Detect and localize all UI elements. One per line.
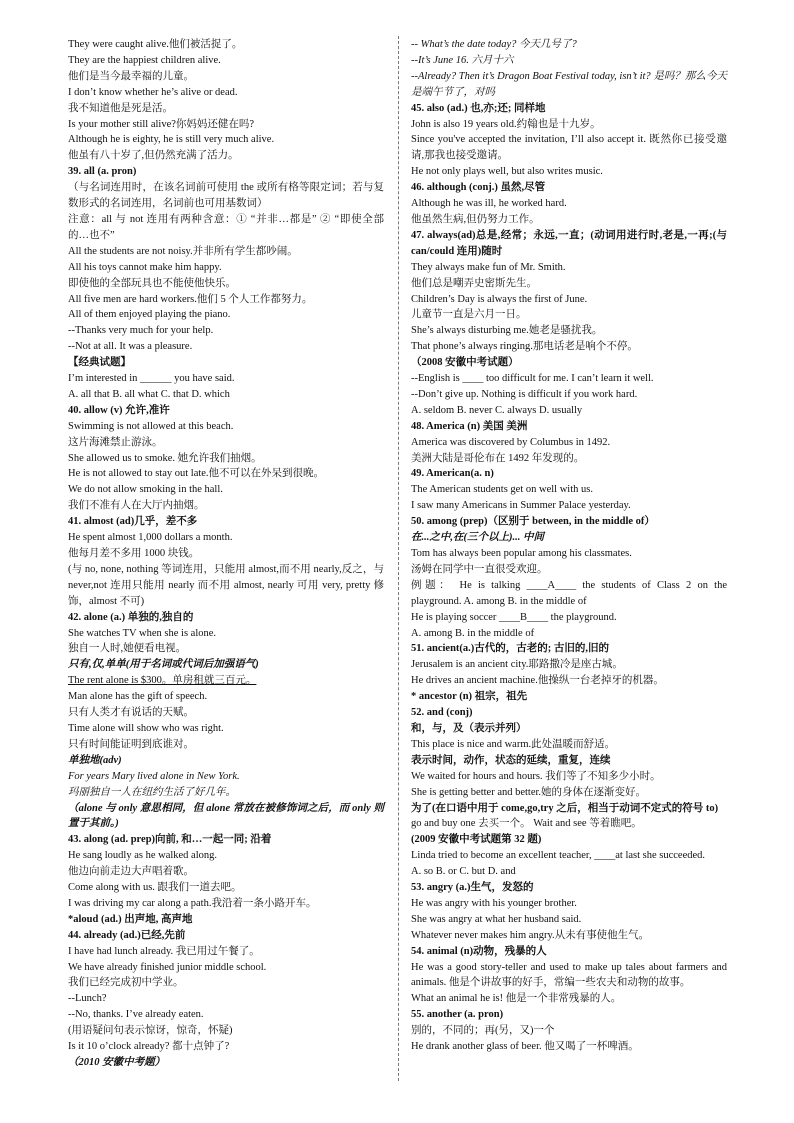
text-line: A. all that B. all what C. that D. which [68,388,230,400]
text-line: John is also 19 years old.约翰也是十九岁。 [411,118,601,130]
text-line: --Lunch? [68,993,107,1005]
text-line: 为了(在口语中用于 come,go,try 之后，相当于动词不定式的符号 to) [411,802,719,814]
text-line: This place is nice and warm.此处温暖而舒适。 [411,738,616,750]
text-line: She allowed us to smoke. 她允许我们抽烟。 [68,452,262,464]
text-line: I’m interested in ______ you have said. [68,373,235,385]
text-line: She’s always disturbing me.她老是骚扰我。 [411,325,603,337]
text-line: That phone’s always ringing.那电话老是响个不停。 [411,341,638,353]
text-line: Although he was ill, he worked hard. [411,198,567,210]
text-line: Time alone will show who was right. [68,722,224,734]
text-line: We do not allow smoking in the hall. [68,484,223,496]
text-line: 注意：all 与 not 连用有两种含意：① “并非…都是” ② “即使全部的…也不” [68,213,384,241]
text-line: What an animal he is! 他是一个非常残暴的人。 [411,993,622,1005]
text-line: Swimming is not allowed at this beach. [68,420,234,432]
text-line: He is playing soccer ____B____ the playground. [411,611,617,623]
text-line: 玛丽独自一人在纽约生活了好几年。 [68,786,236,798]
text-line: 40. allow (v) 允许,准许 [68,404,170,416]
text-line: * ancestor (n) 祖宗，祖先 [411,691,528,703]
text-line: He sang loudly as he walked along. [68,850,218,862]
text-line: She was angry at what her husband said. [411,913,582,925]
right-column [411,37,727,1055]
text-line: 和，与，及（表示并列） [411,722,527,734]
text-line: 54. animal (n)动物，残暴的人 [411,945,547,957]
text-line: All of them enjoyed playing the piano. [68,309,231,321]
text-line: We waited for hours and hours. 我们等了不知多少小时。 [411,770,661,782]
text-line: They were caught alive.他们被活捉了。 [68,39,243,50]
text-line: *aloud (ad.) 出声地, 高声地 [68,913,193,925]
text-line: Jerusalem is an ancient city.耶路撒冷是座古城。 [411,659,623,671]
text-line: I saw many Americans in Summer Palace yesterday. [411,500,631,512]
text-line: He drives an ancient machine.他操纵一台老掉牙的机器。 [411,675,664,687]
text-line: --It’s June 16. 六月十六 [411,54,514,66]
text-line: All his toys cannot make him happy. [68,261,222,273]
text-line: 汤姆在同学中一直很受欢迎。 [411,563,548,575]
text-line: 只有人类才有说话的天赋。 [68,707,194,719]
text-line: --Already? Then it’s Dragon Boat Festival today, isn’t it? 是吗？那么今天是端午节了，对吗 [411,70,727,98]
text-line: She is getting better and better.她的身体在逐渐变好。 [411,786,647,798]
text-line: 49. American(a. n) [411,468,494,480]
text-line: 美洲大陆是哥伦布在 1492 年发现的。 [411,452,585,464]
text-line: A. among B. in the middle of [411,627,535,639]
text-line: She watches TV when she is alone. [68,627,217,639]
text-line: --Thanks very much for your help. [68,325,214,337]
text-line: He not only plays well, but also writes music. [411,166,603,178]
text-line: A. seldom B. never C. always D. usually [411,404,583,416]
text-line: We have already finished junior middle school. [68,961,267,973]
text-line: I was driving my car along a path.我沿着一条小路开车。 [68,897,317,909]
text-line: 他边向前走边大声唱着歌。 [68,866,194,878]
text-line: 51. ancient(a.)古代的，古老的; 古旧的,旧的 [411,643,610,655]
text-line: Children’s Day is always the first of June. [411,293,588,305]
text-line: （alone 与 only 意思相同，但 alone 常放在被修饰词之后，而 only 则置于其前。) [68,802,384,830]
text-line: --Not at all. It was a pleasure. [68,341,193,353]
text-line: 45. also (ad.) 也,亦;还; 同样地 [411,102,546,114]
text-line: 我不知道他是死是活。 [68,102,173,114]
text-line: (2009 安徽中考试题第 32 题) [411,834,542,846]
text-line: They are the happiest children alive. [68,54,221,66]
text-line: They always make fun of Mr. Smith. [411,261,566,273]
text-line: Is your mother still alive?你妈妈还健在吗? [68,118,255,130]
text-line: 43. along (ad. prep)向前, 和…一起一同; 沿着 [68,834,272,846]
text-line: 表示时间，动作，状态的延续，重复，连续 [411,754,611,766]
text-line: go and buy one 去买一个。 Wait and see 等着瞧吧。 [411,818,642,830]
text-line: 在...之中,在(三个以上)... 中间 [411,532,544,544]
text-line: 儿童节一直是六月一日。 [411,309,527,321]
text-line: 46. although (conj.) 虽然,尽管 [411,182,546,194]
text-line: 48. America (n) 美国 美洲 [411,420,528,432]
text-line: He is not allowed to stay out late.他不可以在外呆到很晚。 [68,468,325,480]
text-line: All the students are not noisy.并非所有学生都吵闹。 [68,245,298,257]
text-line: The rent alone is $300。单房租就三百元。 [68,675,257,687]
text-line: He spent almost 1,000 dollars a month. [68,532,233,544]
text-line: 他们是当今最幸福的儿童。 [68,70,194,82]
text-line: Although he is eighty, he is still very much alive. [68,134,275,146]
text-line: A. so B. or C. but D. and [411,866,516,878]
text-line: 他每月差不多用 1000 块钱。 [68,548,200,559]
text-line: 他们总是嘲弄史密斯先生。 [411,277,537,289]
text-line: 50. among (prep)（区别于 between, in the middle of） [411,516,655,528]
text-line: 我们已经完成初中学业。 [68,977,184,989]
text-line: --English is ____ too difficult for me. I can’t learn it well. [411,373,654,385]
text-line: 39. all (a. pron) [68,166,137,178]
text-line: For years Mary lived alone in New York. [68,770,240,782]
text-line: He was angry with his younger brother. [411,897,577,909]
text-line: Come along with us. 跟我们一道去吧。 [68,882,242,894]
text-line: --Don’t give up. Nothing is difficult if you work hard. [411,388,638,400]
text-line: 别的，不同的；再(另，又)一个 [411,1025,555,1037]
text-line: （与名词连用时，在该名词前可使用 the 或所有格等限定词；若与复数形式的名词连用，名词前也可用基数词） [68,182,384,210]
text-line: 47. always(ad)总是,经常；永远,一直；(动词用进行时,老是,一再;(与 can/could 连用)随时 [411,229,727,257]
text-line: 例题： He is talking ____A____ the students of Class 2 on the playground. A. among B. in the middle of [411,579,727,607]
text-line: 他虽有八十岁了,但仍然充满了活力。 [68,150,239,162]
text-line: 只有,仅,单单(用于名词或代词后加强语气) [68,659,259,671]
text-line: Tom has always been popular among his classmates. [411,548,632,559]
text-line: (用语疑问句表示惊讶，惊奇，怀疑) [68,1025,233,1037]
text-line: （2010 安徽中考题） [68,1057,166,1068]
text-line: 42. alone (a.) 单独的,独自的 [68,611,194,623]
text-line: 44. already (ad.)已经,先前 [68,929,186,941]
text-line: -- What’s the date today? 今天几号了? [411,39,577,50]
text-line: 独自一人时,她便看电视。 [68,643,187,655]
text-line: America was discovered by Columbus in 1492. [411,436,611,448]
column-divider [398,36,399,1081]
text-line: I have had lunch already. 我已用过午餐了。 [68,945,260,957]
text-line: 55. another (a. pron) [411,1009,504,1021]
text-line: 这片海滩禁止游泳。 [68,436,163,448]
text-line: 52. and (conj) [411,707,473,719]
text-line: All five men are hard workers.他们 5 个人工作都努力。 [68,293,313,305]
text-line: 只有时间能证明到底谁对。 [68,738,194,750]
text-line: 即使他的全部玩具也不能使他快乐。 [68,277,236,289]
text-line: 单独地(adv) [68,754,122,766]
text-line: I don’t know whether he’s alive or dead. [68,86,238,98]
text-line: He was a good story-teller and used to make up tales about farmers and animals. 他是个讲故事的好手，常编一些农夫和动物的故事。 [411,961,727,989]
text-line: --No, thanks. I’ve already eaten. [68,1009,204,1021]
text-line: (与 no, none, nothing 等词连用，只能用 almost,而不用 nearly,反之，与 never,not 连用只能用 nearly 而不用 almost, nearly 可用 very, pretty 修饰，almost 不可) [68,563,384,607]
text-line: The American students get on well with us. [411,484,593,496]
text-line: Whatever never makes him angry.从未有事使他生气。 [411,929,650,941]
text-line: 41. almost (ad)几乎，差不多 [68,516,198,528]
text-line: Linda tried to become an excellent teacher, ____at last she succeeded. [411,850,706,862]
text-line: 我们不准有人在大厅内抽烟。 [68,500,205,512]
text-line: Since you've accepted the invitation, I’ll also accept it. 既然你已接受邀请,那我也接受邀请。 [411,134,727,162]
text-line: Is it 10 o’clock already? 都十点钟了? [68,1041,230,1053]
text-line: Man alone has the gift of speech. [68,691,208,703]
left-column [68,37,384,1071]
text-line: 他虽然生病,但仍努力工作。 [411,213,540,225]
text-line: 【经典试题】 [68,357,131,369]
text-line: He drank another glass of beer. 他又喝了一杯啤酒。 [411,1041,639,1053]
text-line: 53. angry (a.)生气，发怒的 [411,882,534,894]
text-line: （2008 安徽中考试题） [411,357,519,369]
